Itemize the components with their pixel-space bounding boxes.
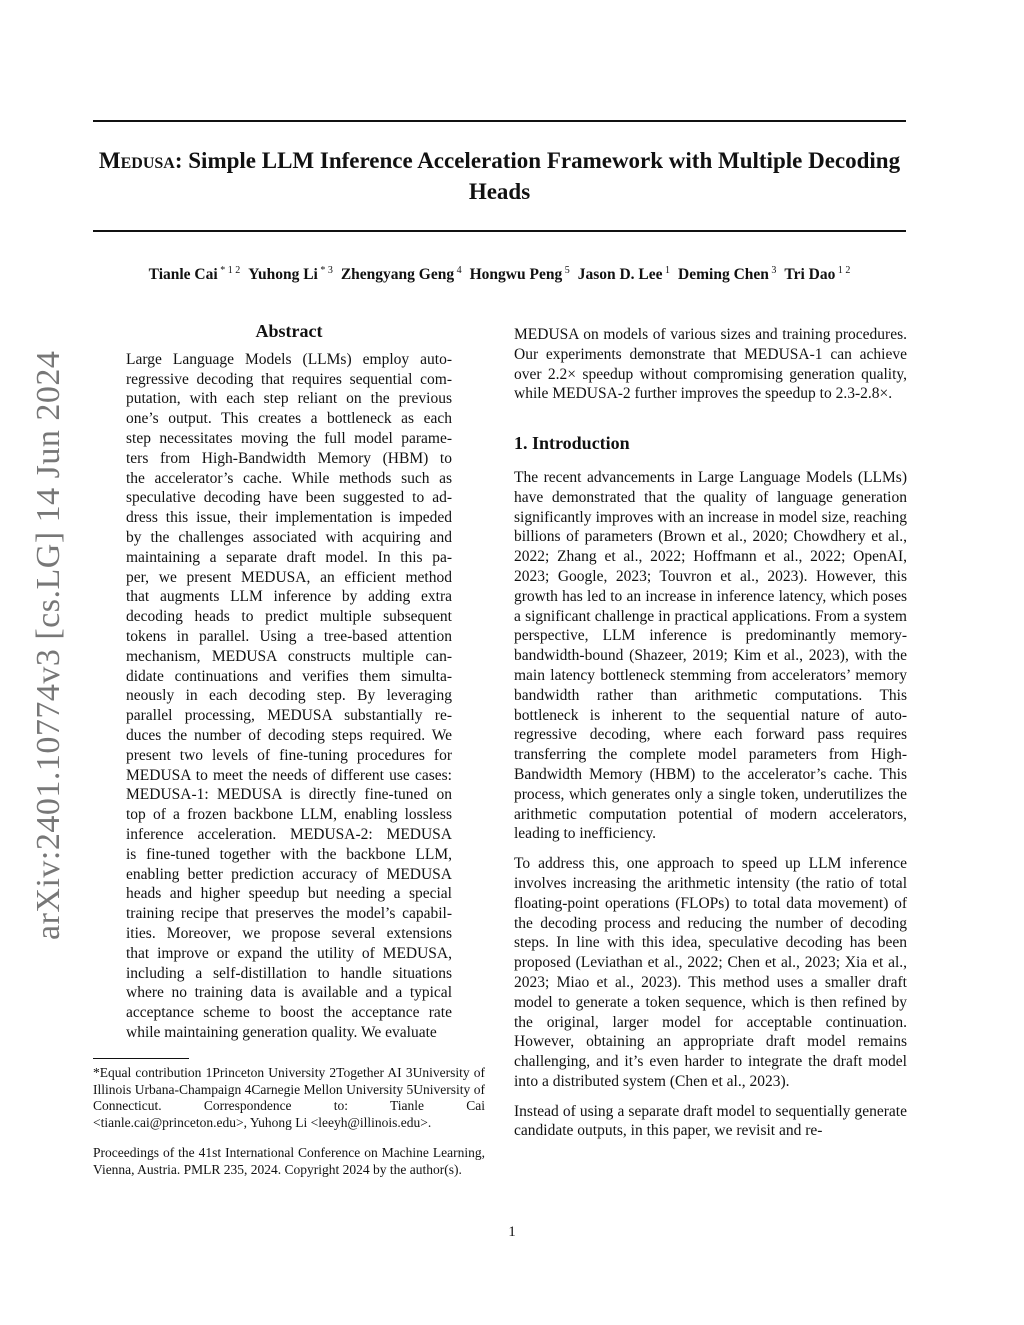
abstract-line: one’s output. This creates a bottleneck as each	[126, 410, 452, 428]
intro-paragraph: The recent advancements in Large Language Models (LLMs) have demonstrated that the quality of language generation significantly improves with an increase in model size, reaching billions of parameters (Brown et al., 2020; Chowdhery et al., 2022; Zhang et al., 2022; Hoffmann et al., 2022; OpenAI, 2023; Google, 2023; Touvron et al., 2023). However, this growth has led to an increase in inference latency, which poses a significant challenge in practical applications. From a system perspective, LLM inference is predominantly memory-bandwidth-bound (Shazeer, 2019; Kim et al., 2023), with the main latency bottleneck stemming from accelerators’ memory bandwidth rather than arithmetic computations. This bottleneck is inherent to the sequential nature of auto-regressive decoding, where each forward pass requires transferring the complete model parameters from High-Bandwidth Memory (HBM) to the accelerator’s cache. This process, which generates only a single token, underutilizes the arithmetic computation potential of modern accelerators, leading to inefficiency.	[514, 468, 907, 843]
author-name: Hongwu Peng	[469, 266, 563, 283]
title-rule-bottom	[93, 230, 906, 232]
abstract-line: maintaining a separate draft model. In this pa-	[126, 548, 452, 566]
abstract-line: ters from High-Bandwidth Memory (HBM) to	[126, 449, 452, 467]
page-number: 1	[508, 1224, 516, 1240]
left-column	[126, 322, 452, 1043]
abstract-body	[126, 350, 452, 1043]
abstract-line: decoding heads to predict multiple subsequent	[126, 608, 452, 626]
abstract-line: regressive decoding that requires sequential com-	[126, 370, 452, 388]
abstract-line: mechanism, MEDUSA constructs multiple can-	[126, 647, 452, 665]
abstract-line: step necessitates moving the full model parame-	[126, 429, 452, 447]
title-rest: : Simple LLM Inference Acceleration Framework with Multiple Decoding Heads	[174, 148, 901, 204]
affiliation-footnote: *Equal contribution 1Princeton University 2Together AI 3University of Illinois Urbana-Champaign 4Carnegie Mellon University 5University of Connecticut. Correspondence to: Tianle Cai <tianle.cai@princeton.edu>, Yuhong Li <leeyh@illinois.edu>.	[93, 1065, 485, 1130]
abstract-line: including a self-distillation to handle situations	[126, 964, 452, 982]
author	[149, 266, 241, 283]
abstract-line: inference acceleration. MEDUSA-2: MEDUSA	[126, 825, 452, 843]
arxiv-stamp: arXiv:2401.10774v3 [cs.LG] 14 Jun 2024	[30, 350, 67, 940]
author	[341, 266, 462, 283]
abstract-line: didate continuations and verifies them simulta-	[126, 667, 452, 685]
intro-paragraph: To address this, one approach to speed up LLM inference involves increasing the arithmetic intensity (the ratio of total floating-point operations (FLOPs) to total data movement) of the decoding process and reducing the number of decoding steps. In line with this idea, speculative decoding has been proposed (Leviathan et al., 2022; Chen et al., 2023; Xia et al., 2023; Miao et al., 2023). This method uses a smaller draft model to generate a token sequence, which is then refined by the original, larger model for acceptable continuation. However, obtaining an appropriate draft model remains challenging, and it’s even harder to integrate the draft model into a distributed system (Chen et al., 2023).	[514, 855, 907, 1090]
author-name: Jason D. Lee	[577, 266, 663, 283]
author-name: Tri Dao	[784, 266, 836, 283]
abstract-line: acceptance scheme to boost the acceptance rate	[126, 1004, 452, 1022]
abstract-line: enabling better prediction accuracy of MEDUSA	[126, 865, 452, 883]
abstract-line: ities. Moreover, we propose several extensions	[126, 924, 452, 942]
abstract-line: tokens in parallel. Using a tree-based attention	[126, 627, 452, 645]
paper-title	[93, 145, 906, 207]
abstract-line: that augments LLM inference by adding extra	[126, 588, 452, 606]
author	[248, 266, 333, 283]
abstract-line: present two levels of fine-tuning procedures for	[126, 746, 452, 764]
proceedings-note: Proceedings of the 41st International Conference on Machine Learning, Vienna, Austria. PMLR 235, 2024. Copyright 2024 by the author(s).	[93, 1145, 485, 1177]
author-affiliation: * 1 2	[217, 265, 241, 276]
introduction-body	[514, 468, 907, 1141]
section-heading-introduction: 1. Introduction	[514, 433, 630, 454]
author	[578, 266, 670, 283]
abstract-line: by the challenges associated with acquiring and	[126, 528, 452, 546]
author-affiliation: 1	[662, 265, 671, 276]
author-affiliation: 3	[768, 265, 777, 276]
right-column	[514, 325, 907, 1151]
abstract-line: while maintaining generation quality. We evaluate	[126, 1023, 437, 1041]
abstract-line: the accelerator’s cache. While methods such as	[126, 469, 452, 487]
author	[784, 266, 850, 283]
author-affiliation: 1 2	[835, 265, 851, 276]
abstract-line: duces the number of decoding steps required. We	[126, 726, 452, 744]
abstract-line: heads and higher speedup but needing a special	[126, 885, 452, 903]
author-affiliation: 5	[562, 265, 570, 276]
abstract-line: where no training data is available and a typical	[126, 984, 452, 1002]
abstract-line: per, we present MEDUSA, an efficient method	[126, 568, 452, 586]
abstract-line: is fine-tuned together with the backbone LLM,	[126, 845, 452, 863]
author-name: Zhengyang Geng	[340, 266, 455, 283]
intro-paragraph: Instead of using a separate draft model to sequentially generate candidate outputs, in this paper, we revisit and re-	[514, 1102, 907, 1140]
footnotes	[93, 1058, 485, 1178]
abstract-line: Large Language Models (LLMs) employ auto-	[126, 350, 452, 368]
author-name: Tianle Cai	[148, 266, 218, 283]
abstract-continuation: MEDUSA on models of various sizes and training procedures. Our experiments demonstrate that MEDUSA-1 can achieve over 2.2× speedup without compromising generation quality, while MEDUSA-2 further improves the speedup to 2.3-2.8×.	[514, 326, 907, 403]
abstract-line: neously in each decoding step. By leveraging	[126, 687, 452, 705]
author	[470, 266, 570, 283]
title-medusa: Medusa	[98, 148, 175, 173]
abstract-line: MEDUSA to meet the needs of different use cases:	[126, 766, 452, 784]
abstract-heading: Abstract	[255, 321, 323, 341]
abstract-line: dress this issue, their implementation is impeded	[126, 509, 452, 527]
footnote-rule	[93, 1058, 189, 1059]
author-name: Deming Chen	[678, 266, 769, 283]
title-rule-top	[93, 120, 906, 122]
author-affiliation: * 3	[317, 265, 333, 276]
author	[678, 266, 776, 283]
abstract-line: that improve or expand the utility of MEDUSA,	[126, 944, 452, 962]
abstract-line: parallel processing, MEDUSA substantially re-	[126, 707, 452, 725]
author-affiliation: 4	[454, 265, 462, 276]
author-list	[93, 265, 906, 284]
abstract-line: speculative decoding have been suggested to ad-	[126, 489, 452, 507]
abstract-line: top of a frozen backbone LLM, enabling lossless	[126, 806, 452, 824]
abstract-line: training recipe that preserves the model’s capabil-	[126, 905, 452, 923]
author-name: Yuhong Li	[248, 266, 318, 283]
abstract-line: putation, with each step reliant on the previous	[126, 390, 452, 408]
abstract-line: MEDUSA-1: MEDUSA is directly fine-tuned on	[126, 786, 452, 804]
